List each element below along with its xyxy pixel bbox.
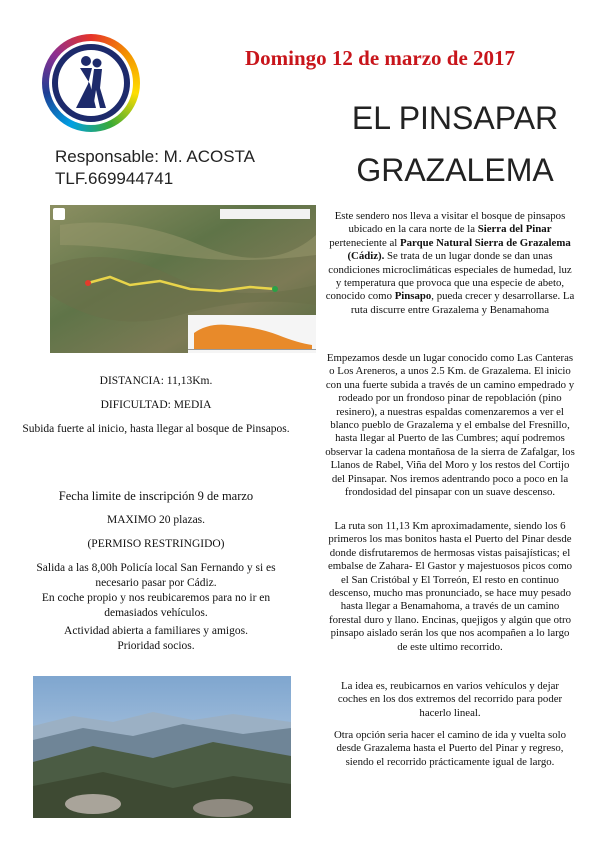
google-maps-icon	[53, 208, 65, 220]
departure-info: Salida a las 8,00h Policía local San Fernando y si es necesario pasar por Cádiz.	[36, 562, 276, 589]
map-toolbar[interactable]	[220, 209, 310, 219]
description-paragraph-3: La ruta son 11,13 Km aproximadamente, siendo los 6 primeros los mas bonitos hasta el Puerto del Pinar desde donde disfrutaremos de hermosas vistas paisajísticas; el embalse de Zahara- El Gastor y majestuosos picos como el San Cristóbal y El Torreón, El resto en continuo descenso, mucho mas pronunciado, se hace muy pesado hasta llegar a Benamahoma, a través de un camino forestal duro y llano. Encinas, quejigos y algún que otro pinsapo aislado serán los que nos acompañen a lo largo de este ultimo recorrido.	[327, 520, 573, 653]
open-activity: Actividad abierta a familiares y amigos.	[64, 625, 248, 637]
permit-note: (PERMISO RESTRINGIDO)	[87, 538, 225, 550]
description-paragraph-5: Otra opción seria hacer el camino de ida y vuelta solo desde Grazalema hasta el Puerto del Pinar y regreso, siendo el recorrido prácticamente igual de largo.	[333, 729, 567, 768]
page-title-line1: EL PINSAPAR	[351, 100, 559, 136]
description-paragraph-4: La idea es, reubicarnos en varios vehículos y dejar coches en los dos extremos del recorrido para poder hacerlo lineal.	[337, 680, 563, 719]
difficulty-text: DIFICULTAD: MEDIA	[100, 399, 212, 411]
distance-text: DISTANCIA: 11,13Km.	[99, 375, 213, 387]
max-places: MAXIMO 20 plazas.	[106, 514, 206, 526]
elevation-profile	[188, 315, 316, 353]
description-paragraph-2: Empezamos desde un lugar conocido como Las Canteras o Los Areneros, a unos 2.5 Km. de Grazalema. El inicio con una fuerte subida a través de un camino empedrado y rodeado por un frondoso pinar de repoblación (pino resinero), a nuestras espaldas comenzaremos a ver el blanco pueblo de Grazalema y el embalse del Fresnillo, hasta llegar al Puerto de las Cumbres; aquí podremos observar la cadena montañosa de la sierra de Zafalgar, los Llanos de Rabel, Viña del Moro y los restos del Cortijo del Pinsapar. Nos iremos adentrando poco a poco en la frondosidad del pinsapar con un suave descenso.	[325, 352, 575, 499]
elevation-chart-icon	[188, 315, 316, 353]
page-title-line2: GRAZALEMA	[356, 152, 554, 188]
event-date: Domingo 12 de marzo de 2017	[244, 46, 516, 70]
contact-block	[55, 146, 255, 190]
car-info: En coche propio y nos reubicaremos para no ir en demasiados vehículos.	[41, 592, 271, 619]
club-logo	[42, 34, 140, 132]
mountain-landscape-icon	[33, 676, 291, 818]
telefono-text: TLF.669944741	[55, 169, 174, 188]
difficulty-description: Subida fuerte al inicio, hasta llegar al bosque de Pinsapos.	[22, 423, 290, 435]
registration-deadline: Fecha limite de inscripción 9 de marzo	[58, 489, 254, 503]
description-paragraph-1: Este sendero nos lleva a visitar el bosque de pinsapos ubicado en la cara norte de la Sierra del Pinar perteneciente al Parque Natural Sierra de Grazalema (Cádiz). Se trata de un lugar donde se dan unas condiciones microclimáticas especiales de humedad, luz y temperatura que provoca que una especie de abeto, conocido como Pinsapo, pueda crecer y desarrollarse. La ruta discurre entre Grazalema y Benamahoma	[325, 210, 575, 316]
landscape-photo	[33, 676, 291, 818]
responsable-text: Responsable: M. ACOSTA	[55, 147, 255, 166]
dancers-icon	[66, 54, 116, 112]
route-map	[50, 205, 316, 353]
priority-note: Prioridad socios.	[117, 640, 195, 652]
